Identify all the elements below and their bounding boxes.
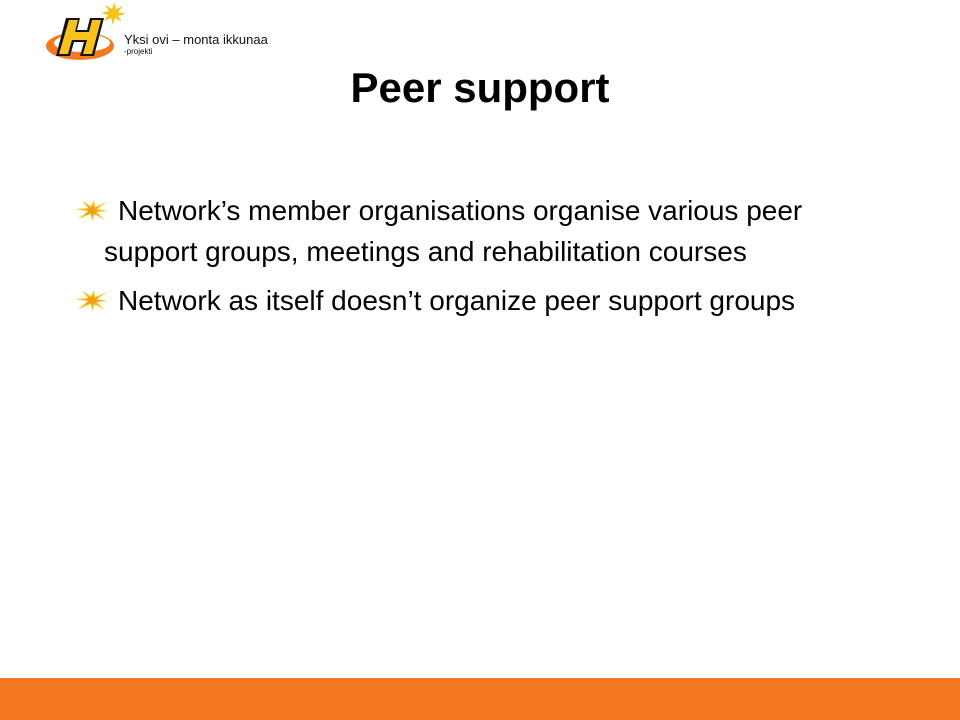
bullet-text: Network’s member organisations organise various peer support groups, meetings and rehabilitation courses xyxy=(104,195,803,267)
footer-bar xyxy=(0,678,960,720)
bullet-text: Network as itself doesn’t organize peer support groups xyxy=(118,285,796,316)
bullet-list xyxy=(72,190,902,329)
logo-subtitle: -projekti xyxy=(124,47,153,56)
slide-title: Peer support xyxy=(350,64,610,111)
logo-name: Yksi ovi – monta ikkunaa xyxy=(124,32,268,47)
h-star-logo-icon xyxy=(44,0,128,66)
starburst-icon xyxy=(74,198,108,222)
starburst-icon xyxy=(74,288,108,312)
list-item xyxy=(72,280,902,321)
logo xyxy=(44,0,284,72)
list-item xyxy=(72,190,902,272)
